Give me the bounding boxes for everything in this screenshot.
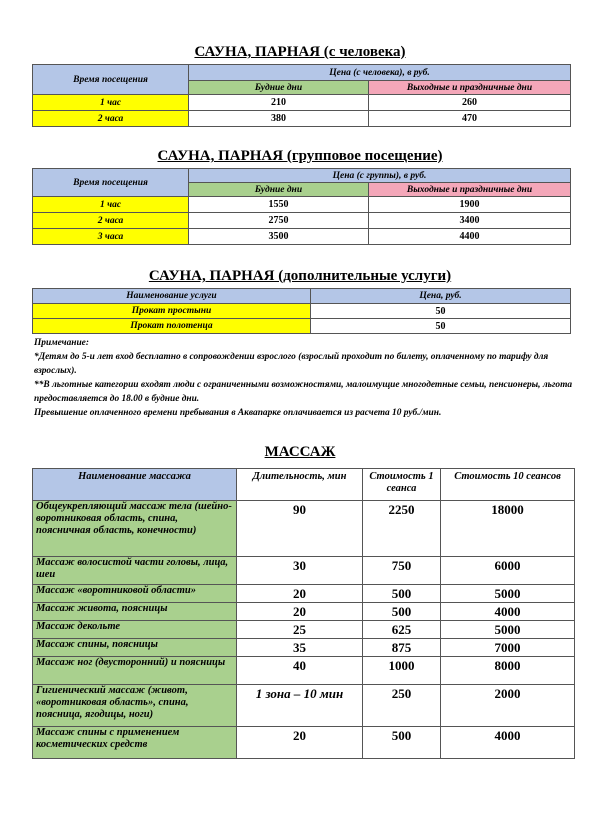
table-row (33, 621, 575, 639)
weekend-price-cell: 1900 (369, 197, 571, 213)
table-row (33, 213, 571, 229)
col-service-price-header: Цена, руб. (311, 289, 571, 304)
weekday-price-cell: 1550 (189, 197, 369, 213)
col-weekday-header: Будние дни (189, 183, 369, 197)
massage-name-cell: Гигиенический массаж (живот, «воротниковая область», спина, поясница, ягодицы, ноги) (33, 685, 237, 727)
sauna-per-person-title: САУНА, ПАРНАЯ (с человека) (194, 44, 406, 60)
massage-table (32, 468, 575, 759)
massage-name-cell: Массаж живота, поясницы (33, 603, 237, 621)
massage-name-cell: Массаж спины, поясницы (33, 639, 237, 657)
price1-cell: 2250 (363, 501, 441, 557)
time-cell: 1 час (33, 95, 189, 111)
sauna-group-title: САУНА, ПАРНАЯ (групповое посещение) (157, 148, 443, 164)
price10-cell: 8000 (441, 657, 575, 685)
massage-name-cell: Общеукрепляющий массаж тела (шейно-воротниковая область, спина, поясничная область, конечности) (33, 501, 237, 557)
duration-cell: 90 (237, 501, 363, 557)
price10-cell: 6000 (441, 557, 575, 585)
table-row (33, 501, 575, 557)
weekend-price-cell: 3400 (369, 213, 571, 229)
massage-name-cell: Массаж ног (двусторонний) и поясницы (33, 657, 237, 685)
time-cell: 2 часа (33, 111, 189, 127)
sauna-group-table (32, 168, 571, 245)
service-name-cell: Прокат простыни (33, 304, 311, 319)
duration-cell: 20 (237, 727, 363, 759)
col-weekend-header: Выходные и праздничные дни (369, 81, 571, 95)
weekday-price-cell: 380 (189, 111, 369, 127)
col-price-header: Цена (с группы), в руб. (189, 169, 571, 183)
note-line: **В льготные категории входят люди с ограниченными возможностями, малоимущие многодетные семьи, пенсионеры, льгота предоставляется до 18.00 в будние дни. (34, 380, 573, 404)
price10-cell: 2000 (441, 685, 575, 727)
duration-cell: 35 (237, 639, 363, 657)
service-name-cell: Прокат полотенца (33, 319, 311, 334)
duration-cell: 20 (237, 603, 363, 621)
weekend-price-cell: 470 (369, 111, 571, 127)
price10-cell: 4000 (441, 727, 575, 759)
col-price1-header: Стоимость 1 сеанса (363, 469, 441, 501)
time-cell: 3 часа (33, 229, 189, 245)
table-row (33, 603, 575, 621)
price1-cell: 750 (363, 557, 441, 585)
price1-cell: 500 (363, 603, 441, 621)
duration-cell: 1 зона – 10 мин (237, 685, 363, 727)
table-row (33, 727, 575, 759)
table-row (33, 304, 571, 319)
col-weekday-header: Будние дни (189, 81, 369, 95)
table-row (33, 111, 571, 127)
duration-cell: 20 (237, 585, 363, 603)
massage-name-cell: Массаж декольте (33, 621, 237, 639)
price1-cell: 250 (363, 685, 441, 727)
notes-block (34, 336, 574, 420)
massage-title: МАССАЖ (264, 444, 336, 460)
time-cell: 1 час (33, 197, 189, 213)
table-row (33, 585, 575, 603)
col-time-header: Время посещения (33, 169, 189, 197)
table-row (33, 557, 575, 585)
table-row (33, 319, 571, 334)
col-service-name-header: Наименование услуги (33, 289, 311, 304)
weekday-price-cell: 3500 (189, 229, 369, 245)
service-price-cell: 50 (311, 304, 571, 319)
weekend-price-cell: 4400 (369, 229, 571, 245)
col-weekend-header: Выходные и праздничные дни (369, 183, 571, 197)
weekday-price-cell: 2750 (189, 213, 369, 229)
price1-cell: 500 (363, 727, 441, 759)
massage-name-cell: Массаж волосистой части головы, лица, шеи (33, 557, 237, 585)
notes-heading: Примечание: (34, 338, 89, 348)
massage-name-cell: Массаж «воротниковой области» (33, 585, 237, 603)
price10-cell: 7000 (441, 639, 575, 657)
sauna-extra-services-table (32, 288, 571, 334)
note-line: Превышение оплаченного времени пребывания в Аквапарке оплачивается из расчета 10 руб./мин. (34, 408, 442, 418)
table-row (33, 95, 571, 111)
sauna-extra-services-title: САУНА, ПАРНАЯ (дополнительные услуги) (148, 268, 452, 284)
col-massage-name-header: Наименование массажа (33, 469, 237, 501)
price1-cell: 625 (363, 621, 441, 639)
price1-cell: 875 (363, 639, 441, 657)
service-price-cell: 50 (311, 319, 571, 334)
time-cell: 2 часа (33, 213, 189, 229)
price10-cell: 4000 (441, 603, 575, 621)
table-row (33, 639, 575, 657)
price1-cell: 500 (363, 585, 441, 603)
table-row (33, 229, 571, 245)
massage-name-cell: Массаж спины с применением косметических средств (33, 727, 237, 759)
table-row (33, 197, 571, 213)
duration-cell: 40 (237, 657, 363, 685)
weekday-price-cell: 210 (189, 95, 369, 111)
table-row (33, 685, 575, 727)
duration-cell: 25 (237, 621, 363, 639)
sauna-per-person-table (32, 64, 571, 127)
price10-cell: 5000 (441, 621, 575, 639)
note-line: *Детям до 5-и лет вход бесплатно в сопровождении взрослого (взрослый проходит по билету, оплаченному по тарифу для взрослых). (34, 352, 549, 376)
col-price10-header: Стоимость 10 сеансов (441, 469, 575, 501)
price10-cell: 18000 (441, 501, 575, 557)
duration-cell: 30 (237, 557, 363, 585)
col-time-header: Время посещения (33, 65, 189, 95)
price1-cell: 1000 (363, 657, 441, 685)
col-price-header: Цена (с человека), в руб. (189, 65, 571, 81)
weekend-price-cell: 260 (369, 95, 571, 111)
table-row (33, 657, 575, 685)
price10-cell: 5000 (441, 585, 575, 603)
col-duration-header: Длительность, мин (237, 469, 363, 501)
